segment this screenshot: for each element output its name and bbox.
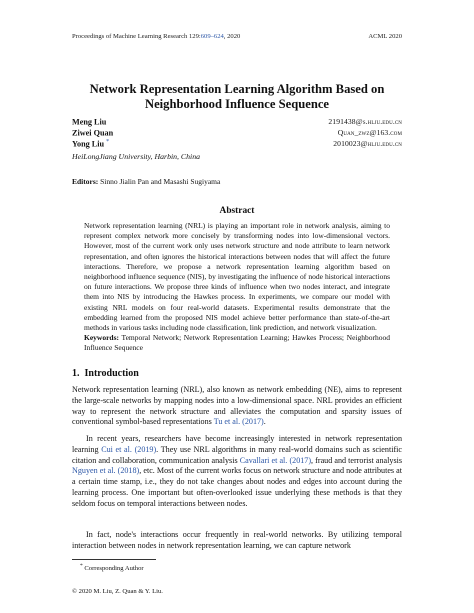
intro-paragraph-1: Network representation learning (NRL), also known as network embedding (NE), aims to represent the large-scale networks by mapping nodes into a low-dimensional space. NRL provides an efficient way to represent the network structure and alleviates the computation and sparsity issues of conventional symbol-based representations Tu et al. (2017). — [72, 385, 402, 427]
footnote — [80, 563, 144, 572]
author-name: Yong Liu * — [72, 139, 110, 149]
title-line-1: Network Representation Learning Algorithm Based on — [89, 82, 385, 96]
author-email[interactable]: 2191438@s.hlju.edu.cn — [328, 117, 402, 126]
author-name: Meng Liu — [72, 117, 107, 127]
footnote-mark: * — [80, 563, 83, 569]
section-heading — [72, 368, 139, 379]
editors-names: Sinno Jialin Pan and Masashi Sugiyama — [100, 177, 221, 186]
author-row — [72, 128, 402, 139]
corresponding-author-mark[interactable]: * — [106, 139, 110, 145]
editors-line — [72, 177, 220, 186]
abstract-text: Network representation learning (NRL) is playing an important role in network analysis, aiming to represent complex network more concisely by transforming nodes into low-dimensional vectors. However, most of the current work only uses network structure and node attribute to learn network representation, and often ignores the historical interactions between nodes that will affect the future interactions. Therefore, we propose a network representation learning algorithm based on neighborhood influence sequence (NIS), by investigating the influence of node historical interactions on future interactions. We propose three kinds of influence when two nodes interact, and integrate them into NIS by introducing the Hawkes process. In experiments, we compare our model with existing NRL models on four real-world datasets. Experimental results demonstrate that the embedding learned from the proposed NIS model achieve better performance than state-of-the-art methods in various tasks including node classification, link prediction, and network visualization. — [84, 221, 390, 333]
page-range-link[interactable]: 609–624 — [200, 33, 224, 40]
keywords-label: Keywords: — [84, 333, 119, 343]
author-affiliation: HeiLongJiang University, Harbin, China — [72, 152, 200, 161]
author-row — [72, 117, 402, 128]
paper-title — [40, 82, 434, 112]
author-email[interactable]: Quan_zwz@163.com — [337, 128, 402, 137]
keywords-text: Temporal Network; Network Representation Learning; Hawkes Process; Neighborhood Influence Sequence — [84, 333, 390, 353]
abstract-body — [84, 221, 390, 354]
footnote-rule — [72, 559, 156, 560]
author-row — [72, 139, 402, 150]
citation-link[interactable]: Cavallari et al. (2017) — [239, 455, 312, 465]
copyright-line: © 2020 M. Liu, Z. Quan & Y. Liu. — [72, 588, 163, 595]
intro-paragraph-2: In recent years, researchers have become increasingly interested in network representation learning Cui et al. (2019). They use NRL algorithms in many real-world domains such as scientific citation and collaboration, communication analysis Cavallari et al. (2017), fraud and terrorist analysis Nguyen et al. (2018), etc. Most of the current works focus on network structure and node attributes at a certain time stamp, i.e., they do not take changes about nodes and edges into account during the learning process. One important but often-overlooked issue underlying these methods is that they seldom focus on temporal interactions between nodes. — [72, 434, 403, 508]
footnote-text: Corresponding Author — [84, 565, 144, 573]
journal-name: Proceedings of Machine Learning Research 129: — [72, 33, 201, 40]
author-email[interactable]: 2010023@hlju.edu.cn — [333, 139, 402, 148]
journal-year: , 2020 — [223, 33, 241, 40]
section-number: 1. — [72, 368, 80, 379]
citation-link[interactable]: Nguyen et al. (2018) — [72, 466, 140, 476]
author-name: Ziwei Quan — [72, 128, 114, 138]
title-line-2: Neighborhood Influence Sequence — [144, 97, 330, 111]
abstract-heading: Abstract — [219, 206, 255, 216]
intro-paragraph-3: In fact, node's interactions occur frequently in real-world networks. By utilizing temporal interaction between nodes in network representation learning, we can capture network — [72, 530, 402, 550]
editors-label: Editors: — [72, 177, 99, 186]
running-header-conference: ACML 2020 — [368, 33, 402, 40]
running-header-journal — [72, 33, 240, 40]
citation-link[interactable]: Cui et al. (2019) — [101, 444, 157, 454]
section-title: Introduction — [84, 368, 139, 379]
citation-link[interactable]: Tu et al. (2017) — [213, 417, 264, 427]
